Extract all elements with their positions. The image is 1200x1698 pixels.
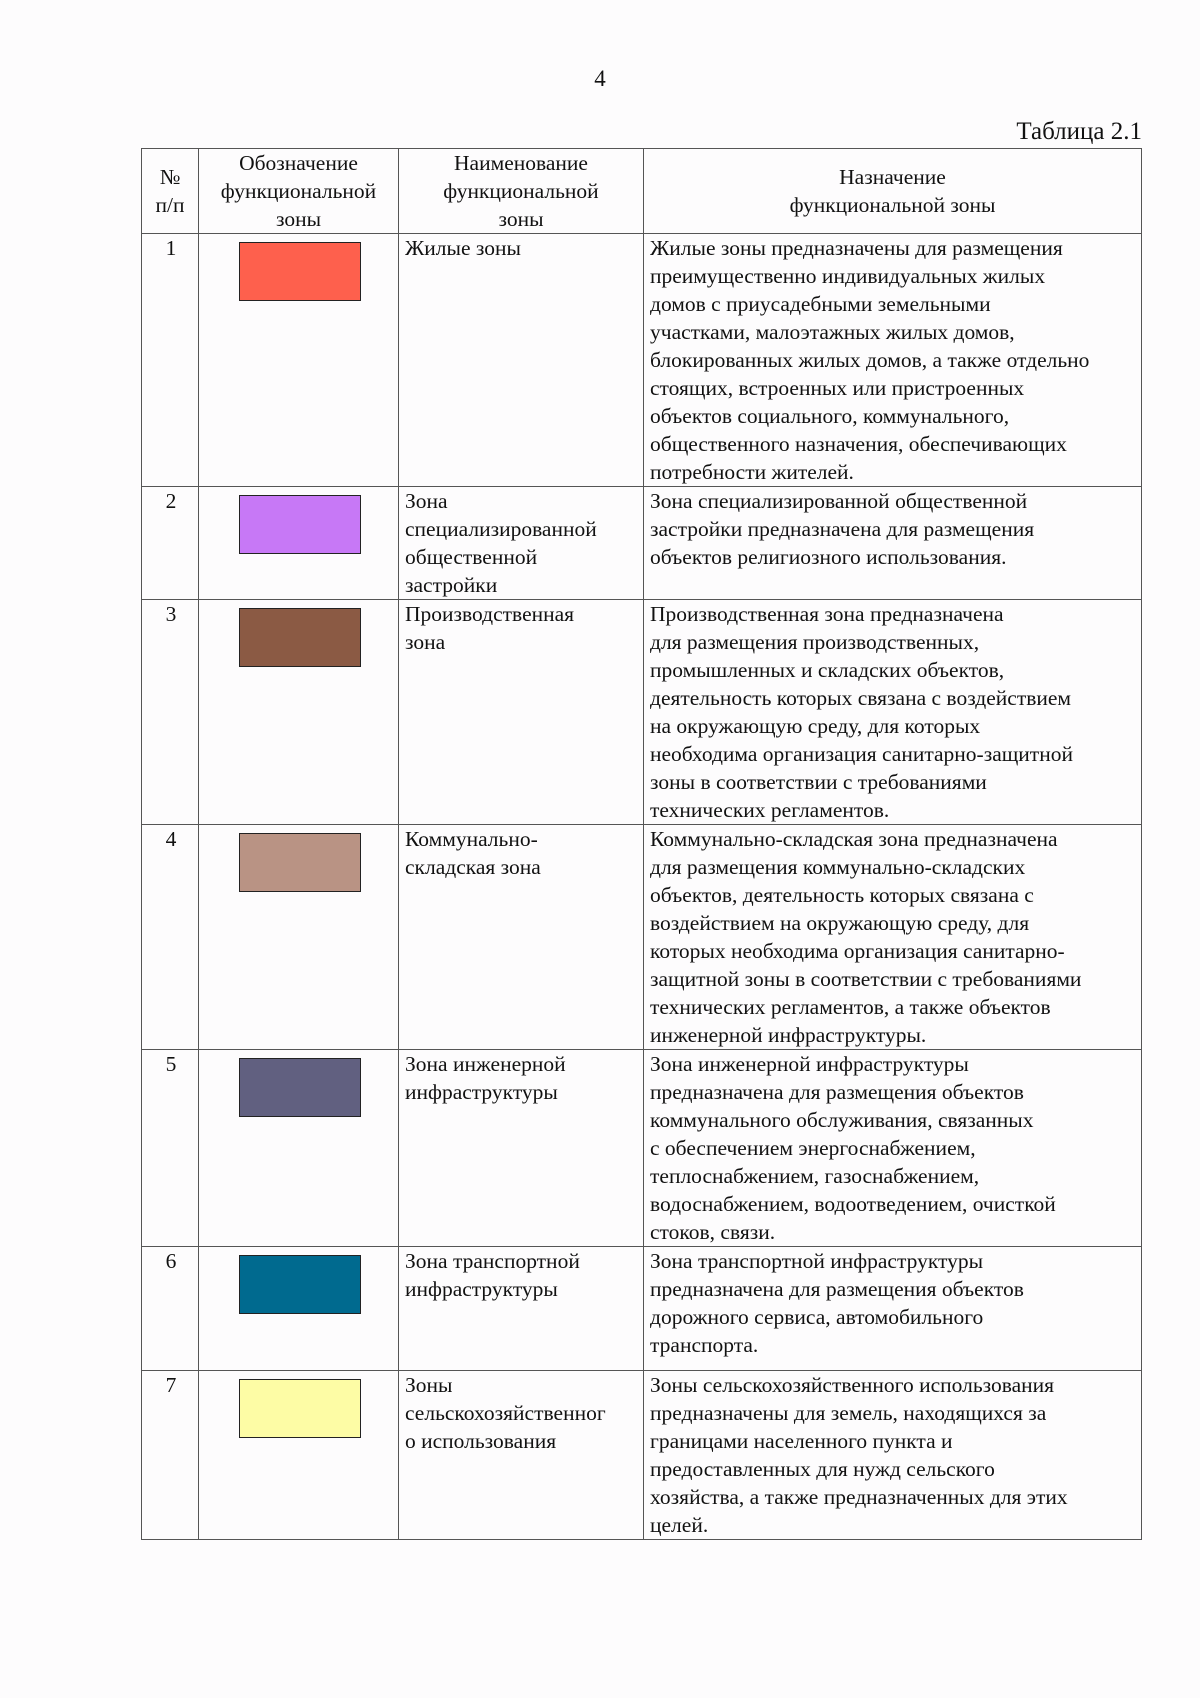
- zone-symbol-cell: [199, 1371, 399, 1540]
- table-caption: Таблица 2.1: [1016, 118, 1142, 145]
- zone-name: [399, 234, 644, 487]
- zone-purpose: [644, 1247, 1142, 1371]
- zone-purpose: [644, 1371, 1142, 1540]
- zone-purpose: [644, 825, 1142, 1050]
- header-line: №: [159, 165, 181, 189]
- row-number: 6: [142, 1247, 199, 1371]
- zone-purpose-line: объектов религиозного использования.: [650, 545, 1007, 569]
- zone-purpose-line: коммунального обслуживания, связанных: [650, 1108, 1034, 1132]
- zone-purpose-line: Коммунально-складская зона предназначена: [650, 827, 1058, 851]
- zone-symbol-cell: [199, 1050, 399, 1247]
- row-number: 7: [142, 1371, 199, 1540]
- functional-zones-table: [141, 148, 1142, 1540]
- zone-purpose-line: технических регламентов, а также объектов: [650, 995, 1051, 1019]
- zone-purpose-line: целей.: [650, 1513, 709, 1537]
- zone-name: [399, 825, 644, 1050]
- zone-color-swatch: [239, 1058, 361, 1117]
- zone-purpose-line: необходима организация санитарно-защитной: [650, 742, 1073, 766]
- zone-purpose-line: зоны в соответствии с требованиями: [650, 770, 987, 794]
- zone-purpose-line: границами населенного пункта и: [650, 1429, 953, 1453]
- zone-name-line: Производственная: [405, 602, 575, 626]
- zone-purpose-line: блокированных жилых домов, а также отдельно: [650, 348, 1090, 372]
- zone-purpose-line: для размещения коммунально-складских: [650, 855, 1026, 879]
- zone-purpose-line: Зона инженерной инфраструктуры: [650, 1052, 969, 1076]
- page-number: 4: [594, 66, 606, 91]
- row-number: 4: [142, 825, 199, 1050]
- zone-purpose-line: дорожного сервиса, автомобильного: [650, 1305, 984, 1329]
- table-row: [142, 1050, 1142, 1247]
- zone-purpose: [644, 1050, 1142, 1247]
- zone-purpose-line: преимущественно индивидуальных жилых: [650, 264, 1046, 288]
- zone-purpose-line: участками, малоэтажных жилых домов,: [650, 320, 1015, 344]
- zone-purpose-line: деятельность которых связана с воздействием: [650, 686, 1072, 710]
- zone-name-line: сельскохозяйственног: [405, 1401, 606, 1425]
- zone-name-line: инфраструктуры: [405, 1080, 558, 1104]
- table-row: [142, 1247, 1142, 1371]
- zone-name: [399, 487, 644, 600]
- zone-purpose-line: потребности жителей.: [650, 460, 854, 484]
- row-number: 2: [142, 487, 199, 600]
- zone-purpose-line: технических регламентов.: [650, 798, 890, 822]
- zone-color-swatch: [239, 495, 361, 554]
- zone-purpose-line: объектов, деятельность которых связана с: [650, 883, 1034, 907]
- zone-purpose-line: Зоны сельскохозяйственного использования: [650, 1373, 1055, 1397]
- zone-name-line: зона: [405, 630, 446, 654]
- zone-symbol-cell: [199, 234, 399, 487]
- zone-purpose-line: предоставленных для нужд сельского: [650, 1457, 995, 1481]
- zone-purpose-line: промышленных и складских объектов,: [650, 658, 1005, 682]
- header-line: зоны: [498, 207, 544, 231]
- zone-purpose-line: стоков, связи.: [650, 1220, 776, 1244]
- header-symbol: [199, 149, 399, 234]
- zone-color-swatch: [239, 608, 361, 667]
- header-line: функциональной зоны: [789, 193, 996, 217]
- zone-name-line: о использования: [405, 1429, 557, 1453]
- table-body: [142, 234, 1142, 1540]
- zone-purpose: [644, 234, 1142, 487]
- zone-color-swatch: [239, 1255, 361, 1314]
- zone-purpose-line: предназначена для размещения объектов: [650, 1080, 1024, 1104]
- zone-symbol-cell: [199, 600, 399, 825]
- table-row: [142, 1371, 1142, 1540]
- zone-purpose-line: водоснабжением, водоотведением, очисткой: [650, 1192, 1056, 1216]
- zone-purpose-line: хозяйства, а также предназначенных для этих: [650, 1485, 1068, 1509]
- zone-name-line: Зона инженерной: [405, 1052, 566, 1076]
- zone-purpose: [644, 487, 1142, 600]
- header-name: [399, 149, 644, 234]
- zone-name: [399, 1247, 644, 1371]
- zone-name: [399, 1050, 644, 1247]
- zone-color-swatch: [239, 1379, 361, 1438]
- zone-name-line: Зона транспортной: [405, 1249, 580, 1273]
- row-number: 3: [142, 600, 199, 825]
- zone-purpose-line: для размещения производственных,: [650, 630, 980, 654]
- table-row: [142, 825, 1142, 1050]
- zone-purpose-line: Производственная зона предназначена: [650, 602, 1004, 626]
- zone-purpose-line: Зона специализированной общественной: [650, 489, 1028, 513]
- zone-name-line: инфраструктуры: [405, 1277, 558, 1301]
- zone-name-line: Жилые зоны: [405, 236, 521, 260]
- zone-purpose-line: воздействием на окружающую среду, для: [650, 911, 1030, 935]
- header-line: Наименование: [454, 151, 588, 175]
- row-number: 5: [142, 1050, 199, 1247]
- zone-purpose-line: домов с приусадебными земельными: [650, 292, 991, 316]
- zone-purpose-line: транспорта.: [650, 1333, 759, 1357]
- table-header-row: [142, 149, 1142, 234]
- zone-purpose-line: защитной зоны в соответствии с требованиями: [650, 967, 1082, 991]
- zone-purpose-line: предназначены для земель, находящихся за: [650, 1401, 1047, 1425]
- zone-purpose-line: объектов социального, коммунального,: [650, 404, 1010, 428]
- zone-symbol-cell: [199, 487, 399, 600]
- header-line: Обозначение: [239, 151, 358, 175]
- zone-name: [399, 600, 644, 825]
- table-row: [142, 487, 1142, 600]
- zone-name-line: специализированной: [405, 517, 597, 541]
- zone-color-swatch: [239, 242, 361, 301]
- zone-purpose-line: которых необходима организация санитарно-: [650, 939, 1065, 963]
- header-line: Назначение: [839, 165, 946, 189]
- zone-purpose-line: стоящих, встроенных или пристроенных: [650, 376, 1025, 400]
- table-row: [142, 600, 1142, 825]
- zone-purpose-line: на окружающую среду, для которых: [650, 714, 981, 738]
- table-row: [142, 234, 1142, 487]
- zone-symbol-cell: [199, 825, 399, 1050]
- header-line: функциональной: [220, 179, 377, 203]
- zone-purpose-line: застройки предназначена для размещения: [650, 517, 1035, 541]
- header-num: [142, 149, 199, 234]
- zone-name: [399, 1371, 644, 1540]
- zone-purpose-line: с обеспечением энергоснабжением,: [650, 1136, 976, 1160]
- header-line: п/п: [155, 193, 185, 217]
- zone-name-line: Зона: [405, 489, 448, 513]
- zone-name-line: Коммунально-: [405, 827, 538, 851]
- zone-name-line: застройки: [405, 573, 498, 597]
- zone-name-line: Зоны: [405, 1373, 453, 1397]
- zone-name-line: складская зона: [405, 855, 541, 879]
- zone-purpose-line: теплоснабжением, газоснабжением,: [650, 1164, 980, 1188]
- header-line: функциональной: [443, 179, 599, 203]
- header-purpose: [644, 149, 1142, 234]
- zone-purpose-line: Зона транспортной инфраструктуры: [650, 1249, 984, 1273]
- zone-color-swatch: [239, 833, 361, 892]
- zone-purpose: [644, 600, 1142, 825]
- zone-purpose-line: предназначена для размещения объектов: [650, 1277, 1024, 1301]
- header-line: зоны: [275, 207, 322, 231]
- zone-purpose-line: общественного назначения, обеспечивающих: [650, 432, 1067, 456]
- zone-symbol-cell: [199, 1247, 399, 1371]
- row-number: 1: [142, 234, 199, 487]
- zone-purpose-line: инженерной инфраструктуры.: [650, 1023, 927, 1047]
- zone-purpose-line: Жилые зоны предназначены для размещения: [650, 236, 1063, 260]
- zone-name-line: общественной: [405, 545, 538, 569]
